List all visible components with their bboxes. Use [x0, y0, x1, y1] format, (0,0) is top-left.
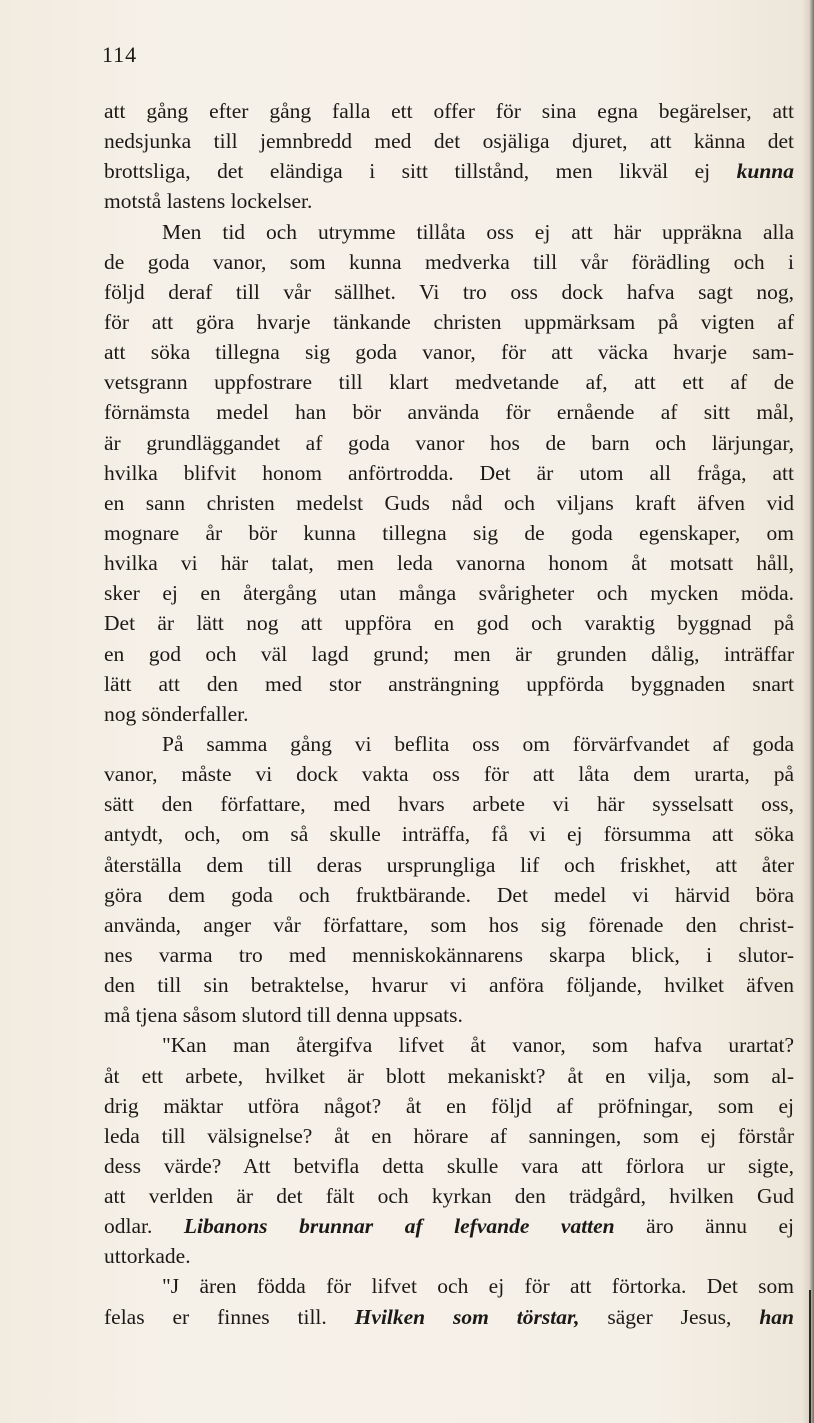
text-line: använda, anger vår författare, som hos sig förenade den christ-	[104, 912, 794, 937]
text-line: må tjena såsom slutord till denna uppsats.	[104, 1003, 463, 1028]
text-line: att söka tillegna sig goda vanor, för att väcka hvarje sam-	[104, 340, 794, 365]
page-edge-shadow	[802, 0, 814, 1423]
text-line: återställa dem till deras ursprungliga lif och friskhet, att åter	[104, 852, 794, 877]
text-line: Det är lätt nog att uppföra en god och varaktig byggnad på	[104, 611, 794, 636]
emphasized-text: kunna	[736, 159, 794, 184]
text-line: hvilka blifvit honom anförtrodda. Det är utom all fråga, att	[104, 460, 794, 485]
text-segment: brottsliga, det eländiga i sitt tillstånd, men likväl ej	[104, 159, 737, 184]
text-line: motstå lastens lockelser.	[104, 189, 313, 214]
text-line: nedsjunka till jemnbredd med det osjäliga djuret, att känna det	[104, 129, 794, 154]
text-line: göra dem goda och fruktbärande. Det medel vi härvid böra	[104, 882, 794, 907]
text-line: vanor, måste vi dock vakta oss för att låta dem urarta, på	[104, 762, 794, 787]
text-line: dess värde? Att betvifla detta skulle vara att förlora ur sigte,	[104, 1153, 794, 1178]
text-line: lätt att den med stor ansträngning uppförda byggnaden snart	[104, 671, 794, 696]
text-line: den till sin betraktelse, hvarur vi anföra följande, hvilket äfven	[104, 973, 794, 998]
text-segment: felas er finnes till.	[104, 1304, 355, 1329]
text-line: vetsgrann uppfostrare till klart medvetande af, att ett af de	[104, 370, 794, 395]
text-line: de goda vanor, som kunna medverka till vår förädling och i	[104, 249, 794, 274]
binding-edge-mark	[809, 1290, 811, 1423]
text-line: Men tid och utrymme tillåta oss ej att här uppräkna alla	[162, 219, 794, 244]
text-line	[104, 156, 794, 186]
text-line: uttorkade.	[104, 1244, 191, 1269]
text-line: På samma gång vi beflita oss om förvärfvandet af goda	[162, 731, 794, 756]
text-line: åt ett arbete, hvilket är blott mekaniskt? åt en vilja, som al-	[104, 1063, 794, 1088]
text-line: "J ären födda för lifvet och ej för att förtorka. Det som	[162, 1274, 794, 1299]
text-segment: äro ännu ej	[614, 1214, 794, 1239]
text-segment: odlar.	[104, 1214, 184, 1239]
text-line: förnämsta medel han bör använda för ernående af sitt mål,	[104, 400, 794, 425]
text-line: sker ej en återgång utan många svårigheter och mycken möda.	[104, 581, 794, 606]
text-line: "Kan man återgifva lifvet åt vanor, som hafva urartat?	[162, 1033, 794, 1058]
body-text	[104, 96, 794, 1332]
page-number: 114	[102, 42, 138, 67]
text-segment: säger Jesus,	[579, 1304, 760, 1329]
text-line: leda till välsignelse? åt en hörare af sanningen, som ej förstår	[104, 1123, 794, 1148]
text-line: att gång efter gång falla ett offer för sina egna begärelser, att	[104, 99, 794, 123]
text-line	[104, 1211, 794, 1241]
text-line: nes varma tro med menniskokännarens skarpa blick, i slutor-	[104, 942, 794, 967]
text-line: för att göra hvarje tänkande christen uppmärksam på vigten af	[104, 309, 794, 334]
text-line: att verlden är det fält och kyrkan den trädgård, hvilken Gud	[104, 1184, 794, 1209]
text-line: antydt, och, om så skulle inträffa, få vi ej försumma att söka	[104, 822, 794, 847]
text-line: nog sönderfaller.	[104, 701, 249, 726]
text-line: mognare år bör kunna tillegna sig de goda egenskaper, om	[104, 520, 794, 545]
text-line: sätt den författare, med hvars arbete vi här sysselsatt oss,	[104, 792, 794, 817]
text-line: en god och väl lagd grund; men är grunden dålig, inträffar	[104, 641, 794, 666]
text-line: en sann christen medelst Guds nåd och viljans kraft äfven vid	[104, 490, 794, 515]
emphasized-text: Hvilken som törstar,	[354, 1304, 580, 1329]
text-line: drig mäktar utföra något? åt en följd af pröfningar, som ej	[104, 1093, 794, 1118]
emphasized-text: han	[759, 1304, 794, 1329]
text-line: följd deraf till vår sällhet. Vi tro oss dock hafva sagt nog,	[104, 279, 794, 304]
text-line: hvilka vi här talat, men leda vanorna honom åt motsatt håll,	[104, 551, 794, 576]
text-line: är grundläggandet af goda vanor hos de barn och lärjungar,	[104, 430, 794, 455]
text-line	[104, 1302, 794, 1332]
emphasized-text: Libanons brunnar af lefvande vatten	[183, 1214, 615, 1239]
